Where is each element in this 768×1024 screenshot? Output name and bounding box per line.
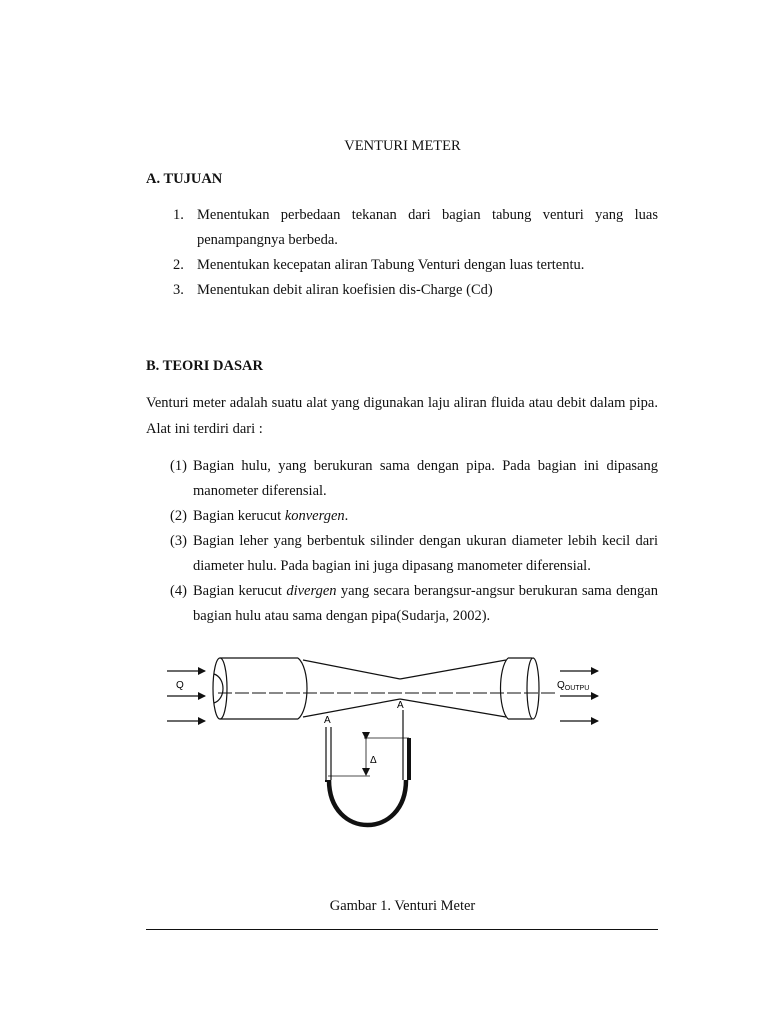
- objective-text: Menentukan debit aliran koefisien dis-Charge (Cd): [197, 282, 493, 298]
- component-text-plain: Bagian kerucut: [193, 508, 285, 524]
- component-text-plain: Bagian kerucut: [193, 583, 287, 599]
- component-text-plain: yang secara berangsur-angsur berukuran sama dengan bagian hulu atau sama dengan pipa(Sudarja, 2002).: [193, 583, 658, 624]
- component-text: Bagian leher yang berbentuk silinder dengan ukuran diameter lebih kecil dari diameter hulu. Pada bagian ini juga dipasang manometer diferensial.: [193, 533, 658, 574]
- component-item-2: [170, 504, 658, 529]
- component-text-italic: divergen: [286, 583, 337, 599]
- document-title: VENTURI METER: [344, 138, 461, 154]
- outflow-arrows: [560, 671, 598, 721]
- component-item-4: [170, 579, 658, 629]
- objective-text: Menentukan kecepatan aliran Tabung Venturi dengan luas tertentu.: [197, 257, 585, 273]
- objective-number: 3.: [173, 282, 184, 298]
- component-item-1: [170, 454, 658, 504]
- inlet-area-label: A: [324, 715, 331, 726]
- component-item-3: [170, 529, 658, 579]
- objective-number: 2.: [173, 257, 184, 273]
- component-text-italic: konvergen: [284, 508, 345, 524]
- delta-height-label: Δ: [370, 755, 377, 766]
- throat-area-label: A: [397, 700, 404, 711]
- component-number: (4): [170, 583, 187, 599]
- component-text: [193, 579, 658, 629]
- component-number: (2): [170, 508, 187, 524]
- venturi-meter-diagram: [160, 650, 620, 840]
- inflow-arrows: [167, 671, 205, 721]
- component-text: Bagian hulu, yang berukuran sama dengan pipa. Pada bagian ini dipasang manometer diferensial.: [193, 458, 658, 499]
- inflow-q-label: Q: [176, 680, 184, 691]
- venturi-tube: [213, 658, 539, 719]
- outflow-q-main: Q: [557, 680, 565, 691]
- footer-divider: [146, 929, 658, 930]
- manometer-u-tube: [326, 710, 409, 825]
- theory-intro-paragraph: Venturi meter adalah suatu alat yang digunakan laju aliran fluida atau debit dalam pipa. Alat ini terdiri dari :: [146, 395, 658, 437]
- objective-item-2: [173, 253, 658, 278]
- section-a-heading: A. TUJUAN: [146, 171, 223, 187]
- objective-item-3: [173, 278, 658, 303]
- component-text-plain: .: [344, 508, 349, 524]
- component-number: (1): [170, 458, 187, 474]
- figure-caption: Gambar 1. Venturi Meter: [329, 898, 476, 914]
- outflow-q-label: [557, 680, 589, 692]
- objective-number: 1.: [173, 207, 184, 223]
- component-number: (3): [170, 533, 187, 549]
- outflow-q-subscript: OUTPU: [564, 685, 590, 692]
- objective-item-1: [173, 203, 658, 253]
- section-b-heading: B. TEORI DASAR: [146, 358, 263, 374]
- component-text: [193, 504, 658, 529]
- objective-text: Menentukan perbedaan tekanan dari bagian tabung venturi yang luas penampangnya berbeda.: [197, 207, 658, 248]
